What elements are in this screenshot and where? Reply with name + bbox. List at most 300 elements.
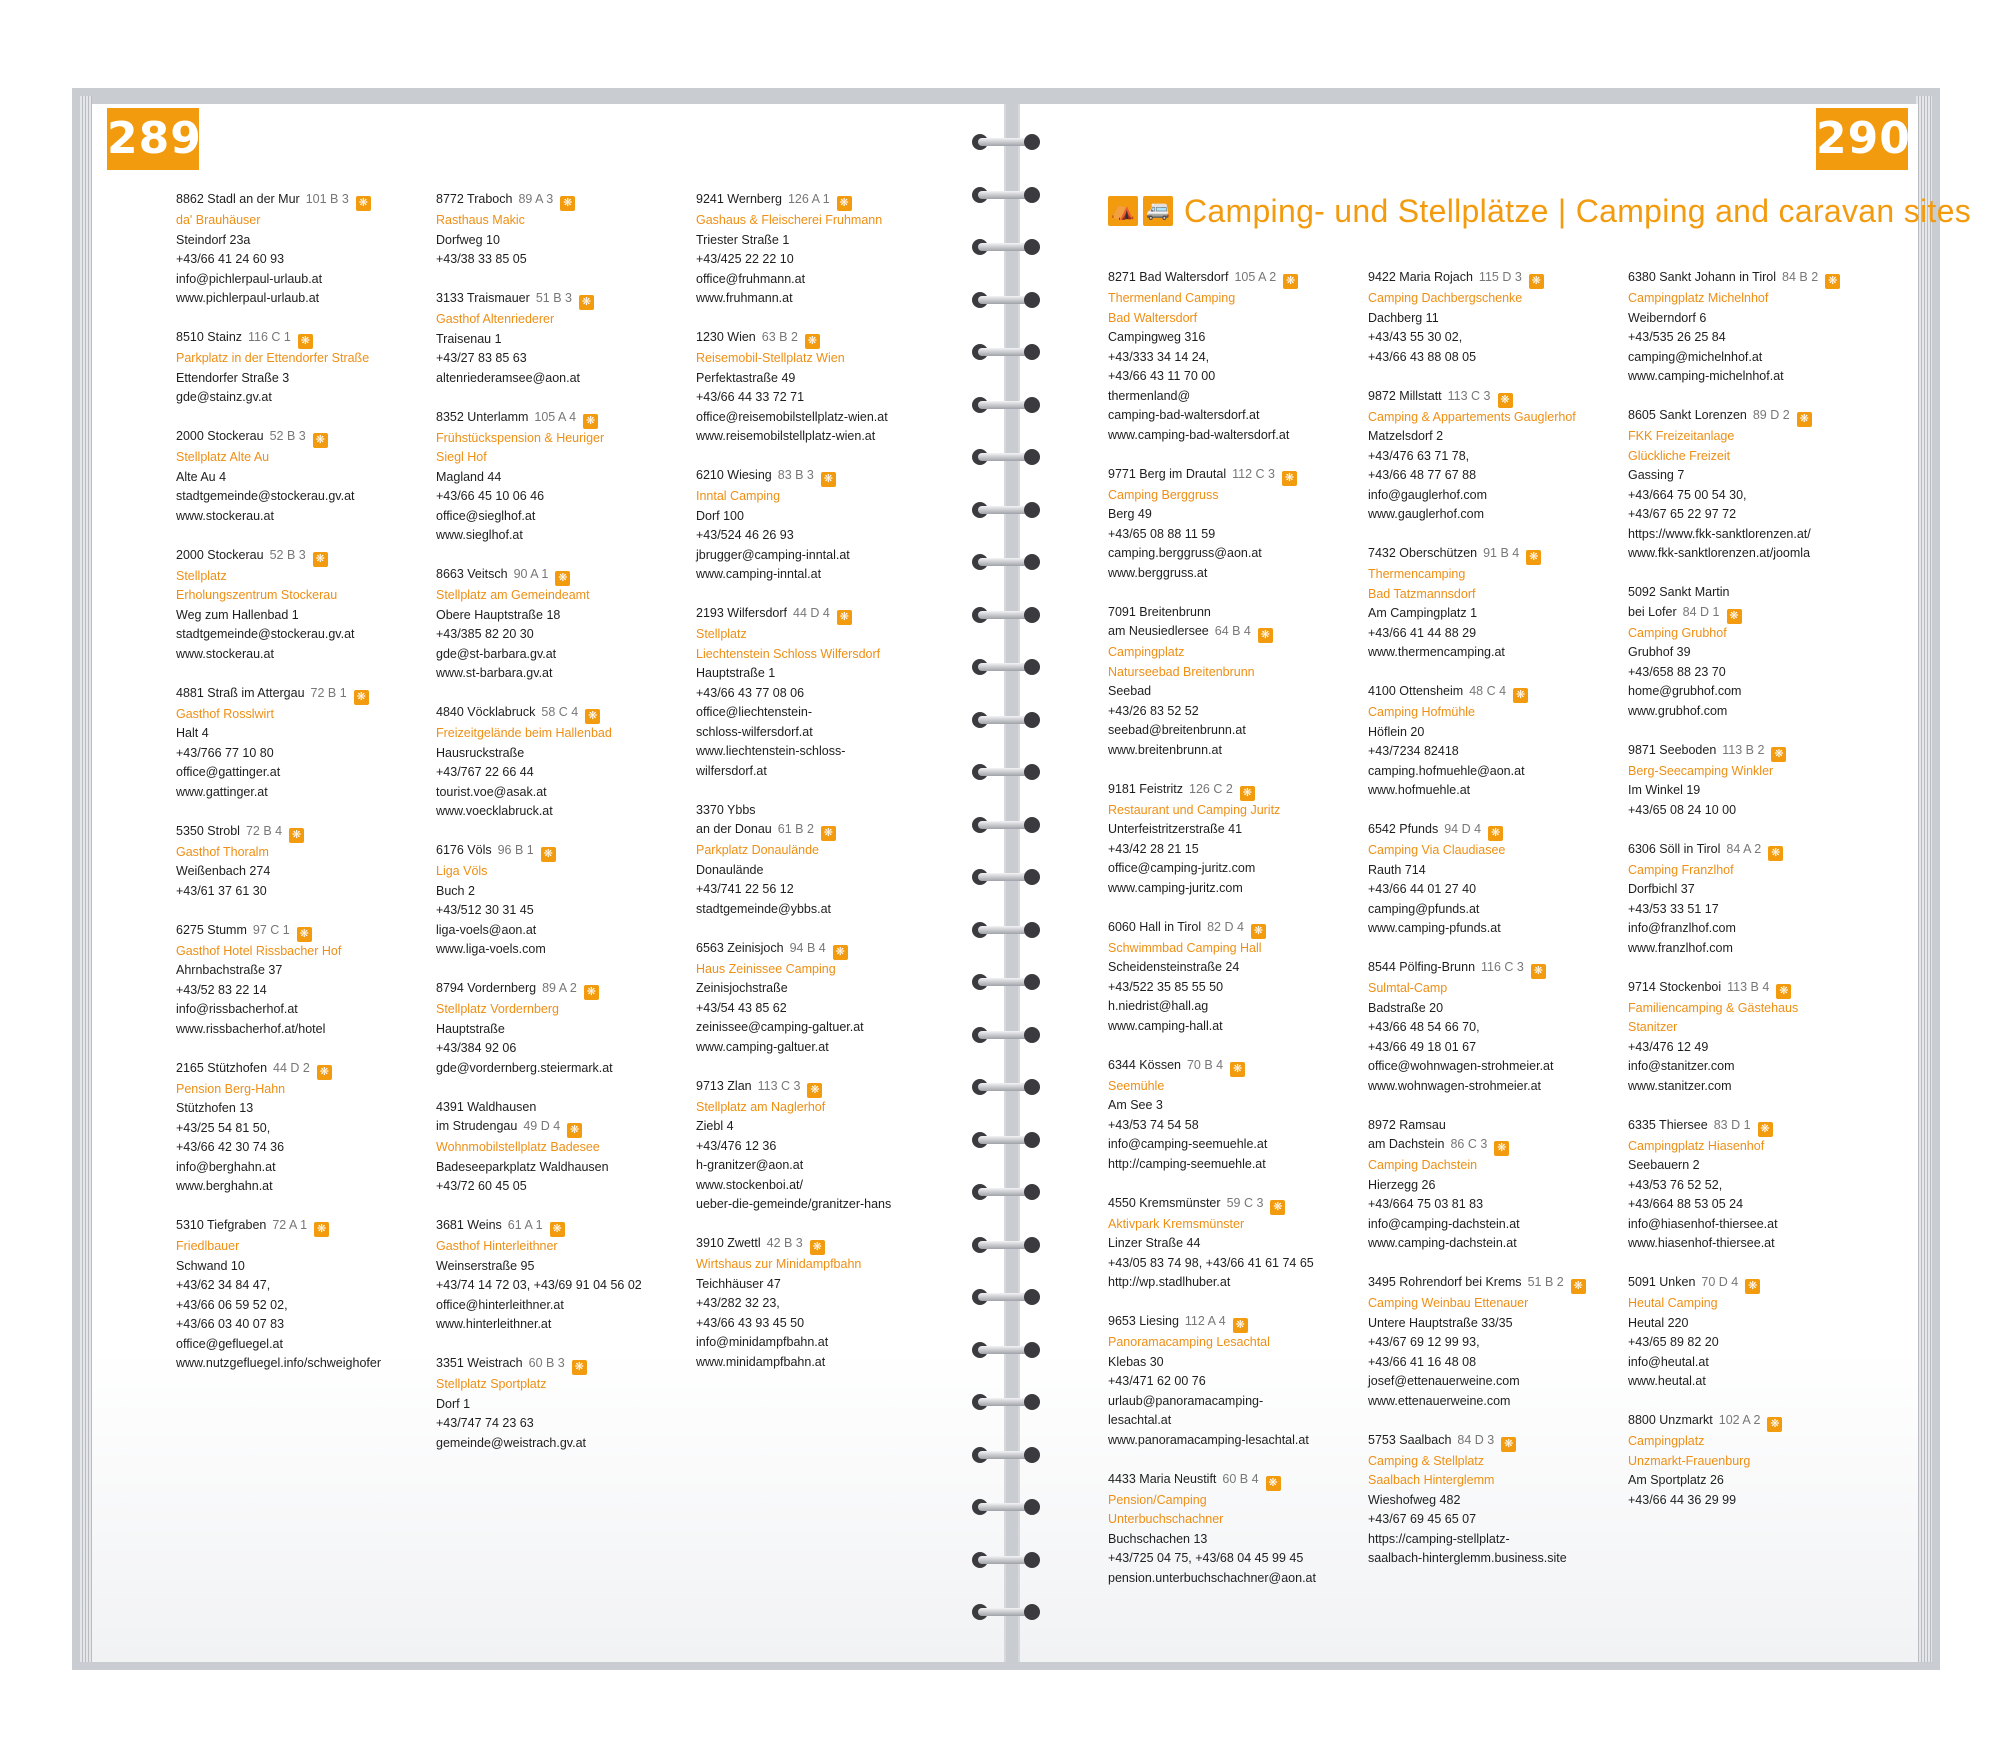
site-symbol-icon: ❋: [585, 709, 600, 724]
detail-line: www.wohnwagen-strohmeier.at: [1368, 1078, 1541, 1093]
detail-line: Magland 44: [436, 469, 502, 484]
detail-line: Ziebl 4: [696, 1119, 734, 1133]
spiral-ring: [966, 445, 1046, 471]
spiral-ring: [966, 1233, 1046, 1259]
detail-line: www.camping-hall.at: [1108, 1018, 1223, 1033]
listing-entry: [176, 328, 426, 408]
location-name: 4433 Maria Neustift: [1108, 1471, 1217, 1486]
detail-line: +43/385 82 20 30: [436, 627, 534, 641]
map-grid-code: 72 B 4: [245, 823, 283, 838]
site-name: Siegl Hof: [436, 450, 487, 464]
map-grid-code: 82 D 4: [1207, 919, 1244, 934]
location-name: 8663 Veitsch: [436, 567, 508, 581]
site-name: Gasthof Thoralm: [176, 844, 269, 859]
location-line: [176, 684, 426, 705]
location-line: [696, 604, 946, 625]
detail-line: office@liechtenstein-: [696, 705, 812, 719]
map-grid-code: 102 A 2: [1718, 1413, 1761, 1427]
site-name: Stellplatz Alte Au: [176, 450, 270, 464]
detail-line: +43/66 06 59 52 02,: [176, 1297, 288, 1312]
location-name: 7432 Oberschützen: [1368, 546, 1478, 560]
detail-line: liga-voels@aon.at: [436, 922, 537, 937]
detail-line: www.camping-inntal.at: [696, 567, 822, 581]
location-line: [1368, 544, 1618, 565]
detail-line: camping@michelnhof.at: [1628, 349, 1763, 364]
map-grid-code: 94 B 4: [789, 940, 826, 955]
site-name: Haus Zeinissee Camping: [696, 961, 836, 976]
detail-line: Im Winkel 19: [1628, 783, 1701, 797]
site-symbol-icon: ❋: [1825, 274, 1840, 289]
site-symbol-icon: ❋: [1768, 846, 1783, 861]
site-symbol-icon: ❋: [1230, 1062, 1245, 1077]
detail-line: www.hiasenhof-thiersee.at: [1628, 1236, 1775, 1250]
site-symbol-icon: ❋: [1266, 1476, 1281, 1491]
location-name: 3351 Weistrach: [436, 1356, 523, 1370]
detail-line: www.camping-galtuer.at: [696, 1039, 829, 1054]
listing-entry: [1368, 682, 1618, 801]
site-symbol-icon: ❋: [555, 571, 570, 586]
detail-line: Heutal 220: [1628, 1315, 1689, 1330]
site-name: Camping Franzlhof: [1628, 862, 1734, 877]
detail-line: camping@pfunds.at: [1368, 901, 1480, 916]
detail-line: Weinserstraße 95: [436, 1258, 535, 1273]
location-name: 9241 Wernberg: [696, 192, 782, 206]
location-name: 9422 Maria Rojach: [1368, 270, 1473, 284]
detail-line: Ettendorfer Straße 3: [176, 370, 290, 385]
detail-line: Stützhofen 13: [176, 1101, 254, 1115]
site-name: Stellplatz am Gemeindeamt: [436, 588, 590, 602]
detail-line: +43/664 75 03 81 83: [1368, 1197, 1484, 1211]
site-symbol-icon: ❋: [1771, 747, 1786, 762]
detail-line: altenriederamsee@aon.at: [436, 370, 581, 385]
location-name: 9653 Liesing: [1108, 1314, 1179, 1328]
map-grid-code: 84 B 2: [1782, 270, 1819, 284]
map-grid-code: 44 D 2: [273, 1060, 310, 1075]
detail-line: +43/767 22 66 44: [436, 765, 534, 779]
site-name: Saalbach Hinterglemm: [1368, 1473, 1495, 1487]
location-line: [1628, 741, 1878, 762]
location-line: [1368, 682, 1618, 703]
detail-line: office@fruhmann.at: [696, 271, 806, 286]
site-symbol-icon: ❋: [1727, 609, 1742, 624]
location-name: 4100 Ottensheim: [1368, 684, 1464, 698]
detail-line: stadtgemeinde@ybbs.at: [696, 901, 831, 916]
map-grid-code: 105 A 4: [534, 409, 577, 424]
tent-icon: ⛺: [1108, 196, 1138, 226]
location-name: 8352 Unterlamm: [436, 409, 529, 424]
detail-line: pension.unterbuchschachner@aon.at: [1108, 1570, 1316, 1585]
detail-line: www.grubhof.com: [1628, 703, 1728, 718]
location-name: 6176 Völs: [436, 843, 492, 857]
detail-line: +43/66 49 18 01 67: [1368, 1039, 1477, 1054]
site-name: Camping Hofmühle: [1368, 705, 1475, 719]
location-name: 6210 Wiesing: [696, 468, 772, 482]
site-name: Gashaus & Fleischerei Fruhmann: [696, 213, 883, 227]
site-symbol-icon: ❋: [821, 472, 836, 487]
detail-line: +43/476 63 71 78,: [1368, 448, 1470, 463]
detail-line: +43/66 41 44 88 29: [1368, 625, 1477, 640]
listing-entry: [436, 841, 686, 960]
listing-entry: [1628, 1116, 1878, 1254]
map-grid-code: 60 B 4: [1222, 1471, 1259, 1486]
location-name: 3910 Zwettl: [696, 1236, 761, 1250]
map-grid-code: 113 B 4: [1727, 979, 1770, 994]
detail-line: +43/66 43 88 08 05: [1368, 349, 1477, 364]
site-symbol-icon: ❋: [1758, 1122, 1773, 1137]
listing-entry: [1368, 1431, 1618, 1569]
detail-line: www.heutal.at: [1628, 1374, 1706, 1388]
detail-line: Donaulände: [696, 862, 764, 877]
detail-line: +43/66 41 16 48 08: [1368, 1354, 1477, 1369]
listing-column-r1: [1108, 268, 1358, 1608]
map-grid-code: 113 C 3: [757, 1078, 801, 1093]
map-grid-code: 64 B 4: [1214, 624, 1251, 638]
detail-line: Untere Hauptstraße 33/35: [1368, 1315, 1513, 1330]
location-name: 9872 Millstatt: [1368, 388, 1442, 403]
detail-line: www.franzlhof.com: [1628, 940, 1733, 955]
detail-line: seebad@breitenbrunn.at: [1108, 723, 1246, 737]
detail-line: h.niedrist@hall.ag: [1108, 999, 1209, 1013]
site-name: Naturseebad Breitenbrunn: [1108, 664, 1255, 679]
location-line: [436, 289, 686, 310]
detail-line: +43/05 83 74 98, +43/66 41 61 74 65: [1108, 1255, 1314, 1270]
section-title: [1108, 186, 1971, 236]
location-line: [176, 1216, 426, 1237]
detail-line: http://wp.stadlhuber.at: [1108, 1275, 1231, 1289]
detail-line: Dorf 100: [696, 508, 744, 523]
spiral-ring: [966, 1285, 1046, 1311]
location-line: [1628, 603, 1878, 624]
location-line: [1108, 1470, 1358, 1491]
detail-line: +43/66 48 77 67 88: [1368, 468, 1477, 482]
site-name: Erholungszentrum Stockerau: [176, 588, 338, 602]
location-line: [176, 328, 426, 349]
detail-line: urlaub@panoramacamping-: [1108, 1393, 1264, 1408]
map-grid-code: 42 B 3: [766, 1236, 803, 1250]
detail-line: www.fruhmann.at: [696, 291, 793, 305]
map-grid-code: 126 C 2: [1189, 781, 1233, 796]
location-name: 9181 Feistritz: [1108, 781, 1184, 796]
detail-line: +43/66 42 30 74 36: [176, 1140, 285, 1154]
detail-line: Gassing 7: [1628, 468, 1685, 482]
detail-line: www.thermencamping.at: [1368, 645, 1505, 659]
location-name: 8544 Pölfing-Brunn: [1368, 960, 1476, 974]
site-name: Campingplatz: [1628, 1434, 1705, 1448]
listing-entry: [176, 1059, 426, 1197]
site-symbol-icon: ❋: [289, 828, 304, 843]
detail-line: Badstraße 20: [1368, 1000, 1444, 1015]
detail-line: www.fkk-sanktlorenzen.at/joomla: [1628, 546, 1811, 560]
site-name: Sulmtal-Camp: [1368, 981, 1448, 995]
listing-entry: [436, 1354, 686, 1453]
detail-line: Buchschachen 13: [1108, 1531, 1208, 1546]
location-line: [1368, 1116, 1618, 1136]
location-line: [436, 1216, 686, 1237]
listing-entry: [1368, 544, 1618, 663]
site-name: Stellplatz: [696, 627, 747, 641]
listing-entry: [696, 1234, 946, 1372]
detail-line: www.camping-michelnhof.at: [1628, 369, 1784, 383]
spiral-ring: [966, 1023, 1046, 1049]
map-grid-code: 94 D 4: [1444, 822, 1482, 836]
section-title-text: Camping- und Stellplätze | Camping and caravan sites: [1184, 192, 1971, 229]
location-line: [1108, 1194, 1358, 1215]
location-line: [696, 820, 946, 841]
detail-line: +43/741 22 56 12: [696, 882, 794, 896]
detail-line: office@camping-juritz.com: [1108, 861, 1256, 875]
site-name: Freizeitgelände beim Hallenbad: [436, 726, 612, 740]
site-name: Seemühle: [1108, 1078, 1165, 1093]
location-line: [176, 427, 426, 448]
spiral-ring: [966, 655, 1046, 681]
detail-line: +43/43 55 30 02,: [1368, 330, 1463, 344]
map-grid-code: 105 A 2: [1234, 270, 1277, 284]
detail-line: +43/66 03 40 07 83: [176, 1317, 285, 1331]
location-line: [1368, 1135, 1618, 1156]
spiral-ring: [966, 1338, 1046, 1364]
detail-line: Dachberg 11: [1368, 310, 1439, 325]
site-name: Stanitzer: [1628, 1020, 1678, 1034]
site-symbol-icon: ❋: [810, 1240, 825, 1255]
listing-entry: [176, 822, 426, 902]
site-symbol-icon: ❋: [313, 433, 328, 448]
listing-entry: [1368, 820, 1618, 939]
detail-line: +43/522 35 85 55 50: [1108, 979, 1224, 994]
listing-entry: [1108, 603, 1358, 761]
detail-line: +43/65 08 24 10 00: [1628, 802, 1737, 817]
detail-line: Perfektastraße 49: [696, 370, 796, 385]
location-name: 6344 Kössen: [1108, 1057, 1181, 1072]
location-line: [1368, 1431, 1618, 1452]
map-grid-code: 61 A 1: [507, 1218, 543, 1232]
detail-line: stadtgemeinde@stockerau.gv.at: [176, 627, 355, 641]
spiral-ring: [966, 1600, 1046, 1626]
detail-line: Alte Au 4: [176, 469, 227, 484]
map-grid-code: 89 A 3: [518, 192, 554, 206]
site-symbol-icon: ❋: [1797, 412, 1812, 427]
location-name: 6380 Sankt Johann in Tirol: [1628, 270, 1777, 284]
location-name: 9871 Seeboden: [1628, 742, 1717, 757]
detail-line: +43/535 26 25 84: [1628, 330, 1726, 344]
location-line: [436, 408, 686, 429]
site-symbol-icon: ❋: [583, 414, 598, 429]
site-name: Camping Via Claudiasee: [1368, 843, 1506, 857]
listing-entry: [1368, 958, 1618, 1096]
site-name: Gasthof Altenriederer: [436, 312, 555, 326]
listing-entry: [1628, 406, 1878, 564]
detail-line: https://camping-stellplatz-: [1368, 1531, 1510, 1546]
detail-line: +43/664 75 00 54 30,: [1628, 487, 1747, 502]
site-name: Camping Grubhof: [1628, 625, 1727, 640]
detail-line: office@gefluegel.at: [176, 1336, 283, 1351]
site-name: FKK Freizeitanlage: [1628, 429, 1735, 443]
detail-line: +43/725 04 75, +43/68 04 45 99 45: [1108, 1551, 1304, 1565]
site-name: Unterbuchschachner: [1108, 1512, 1224, 1526]
spiral-ring: [966, 550, 1046, 576]
site-name: Camping & Stellplatz: [1368, 1453, 1485, 1468]
site-name: Pension Berg-Hahn: [176, 1081, 286, 1096]
detail-line: www.berggruss.at: [1108, 565, 1208, 580]
detail-line: +43/658 88 23 70: [1628, 664, 1726, 679]
site-name: Friedlbauer: [176, 1239, 240, 1253]
location-name: 2000 Stockerau: [176, 429, 264, 443]
detail-line: Scheidensteinstraße 24: [1108, 960, 1240, 974]
site-name: Stellplatz am Naglerhof: [696, 1099, 826, 1114]
detail-line: www.gauglerhof.com: [1368, 507, 1485, 521]
site-name: Campingplatz: [1108, 645, 1185, 659]
site-name: Stellplatz: [176, 568, 227, 583]
listing-entry: [1628, 268, 1878, 387]
map-grid-code: 112 A 4: [1184, 1314, 1226, 1328]
site-symbol-icon: ❋: [1745, 1279, 1760, 1294]
detail-line: info@berghahn.at: [176, 1159, 276, 1174]
detail-line: Dorfweg 10: [436, 232, 500, 247]
site-symbol-icon: ❋: [821, 826, 836, 841]
location-name: 9771 Berg im Drautal: [1108, 466, 1227, 481]
listing-entry: [1368, 1273, 1618, 1411]
detail-line: www.reisemobilstellplatz-wien.at: [696, 429, 876, 443]
detail-line: +43/52 83 22 14: [176, 982, 267, 997]
listing-entry: [176, 1216, 426, 1374]
listing-entry: [436, 565, 686, 684]
detail-line: Weißenbach 274: [176, 864, 271, 878]
spiral-ring: [966, 1128, 1046, 1154]
listing-entry: [1368, 1116, 1618, 1254]
detail-line: www.stockenboi.at/: [696, 1177, 803, 1192]
map-grid-code: 51 B 2: [1527, 1275, 1564, 1289]
map-grid-code: 59 C 3: [1226, 1195, 1264, 1210]
site-symbol-icon: ❋: [1498, 393, 1513, 408]
detail-line: info@heutal.at: [1628, 1354, 1709, 1369]
detail-line: Halt 4: [176, 726, 209, 740]
location-line: [176, 1059, 426, 1080]
map-grid-code: 83 D 1: [1713, 1117, 1751, 1132]
detail-line: +43/72 60 45 05: [436, 1179, 527, 1193]
map-grid-code: 52 B 3: [269, 429, 306, 443]
location-line: [1368, 387, 1618, 408]
map-grid-code: 63 B 2: [761, 330, 798, 344]
map-grid-code: 115 D 3: [1478, 270, 1522, 284]
map-grid-code: 61 B 2: [777, 822, 814, 836]
listing-entry: [696, 939, 946, 1058]
location-line: [1368, 268, 1618, 289]
map-grid-code: 48 C 4: [1469, 684, 1507, 698]
site-name: Gasthof Hotel Rissbacher Hof: [176, 943, 342, 958]
detail-line: Traisenau 1: [436, 331, 502, 346]
site-symbol-icon: ❋: [579, 295, 594, 310]
detail-line: +43/66 45 10 06 46: [436, 489, 545, 503]
site-symbol-icon: ❋: [1526, 550, 1541, 565]
detail-line: office@reisemobilstellplatz-wien.at: [696, 409, 888, 424]
detail-line: Berg 49: [1108, 507, 1152, 521]
site-name: Glückliche Freizeit: [1628, 448, 1731, 463]
detail-line: +43/66 44 33 72 71: [696, 390, 805, 404]
location-line: [1628, 406, 1878, 427]
listing-entry: [696, 466, 946, 585]
detail-line: www.nutzgefluegel.info/schweighofer: [176, 1356, 381, 1370]
listing-entry: [696, 1077, 946, 1215]
listing-column-l3: [696, 190, 946, 1392]
map-grid-code: 70 B 4: [1186, 1057, 1224, 1072]
site-symbol-icon: ❋: [833, 945, 848, 960]
detail-line: +43/42 28 21 15: [1108, 841, 1199, 856]
detail-line: +43/62 34 84 47,: [176, 1278, 271, 1292]
site-name: Thermencamping: [1368, 567, 1466, 581]
detail-line: +43/664 88 53 05 24: [1628, 1197, 1744, 1211]
listing-entry: [176, 921, 426, 1040]
spiral-ring: [966, 970, 1046, 996]
location-name: 6542 Pfunds: [1368, 822, 1439, 836]
detail-line: gde@st-barbara.gv.at: [436, 646, 557, 661]
detail-line: Am Campingplatz 1: [1368, 606, 1478, 620]
spiral-binding: [966, 130, 1046, 1650]
detail-line: +43/67 69 12 99 93,: [1368, 1335, 1480, 1349]
location-line: [1628, 268, 1878, 289]
location-name: 5091 Unken: [1628, 1275, 1696, 1289]
site-symbol-icon: ❋: [1251, 924, 1266, 939]
location-line: [696, 1077, 946, 1098]
site-name: Camping Weinbau Ettenauer: [1368, 1296, 1529, 1310]
site-name: Campingplatz Hiasenhof: [1628, 1138, 1765, 1153]
detail-line: Triester Straße 1: [696, 232, 790, 247]
detail-line: +43/53 74 54 58: [1108, 1117, 1199, 1132]
listing-column-l1: [176, 190, 426, 1393]
detail-line: info@pichlerpaul-urlaub.at: [176, 271, 323, 286]
detail-line: www.hinterleithner.at: [436, 1317, 552, 1331]
listing-entry: [1108, 1056, 1358, 1175]
site-symbol-icon: ❋: [1776, 984, 1791, 999]
detail-line: Schwand 10: [176, 1258, 245, 1273]
site-name: Camping Dachbergschenke: [1368, 291, 1523, 305]
site-name: Liechtenstein Schloss Wilfersdorf: [696, 646, 881, 661]
detail-line: Rauth 714: [1368, 862, 1426, 877]
detail-line: +43/66 43 11 70 00: [1108, 369, 1216, 383]
site-name: Wohnmobilstellplatz Badesee: [436, 1140, 600, 1154]
listing-column-r3: [1628, 268, 1878, 1530]
detail-line: info@hiasenhof-thiersee.at: [1628, 1216, 1778, 1231]
detail-line: Zeinisjochstraße: [696, 981, 788, 995]
site-symbol-icon: ❋: [1488, 826, 1503, 841]
location-name-cont: an der Donau: [696, 822, 772, 836]
detail-line: +43/66 41 24 60 93: [176, 252, 285, 266]
listing-column-r2: [1368, 268, 1618, 1588]
detail-line: Ahrnbachstraße 37: [176, 963, 283, 977]
detail-line: info@camping-seemuehle.at: [1108, 1137, 1268, 1151]
detail-line: Obere Hauptstraße 18: [436, 607, 561, 622]
map-grid-code: 84 D 1: [1682, 604, 1720, 619]
location-name: 9714 Stockenboi: [1628, 979, 1722, 994]
map-grid-code: 51 B 3: [535, 291, 572, 305]
site-symbol-icon: ❋: [1233, 1318, 1248, 1333]
location-line: [1368, 958, 1618, 979]
listing-entry: [1628, 840, 1878, 959]
detail-line: Teichhäuser 47: [696, 1276, 781, 1291]
site-name: Reisemobil-Stellplatz Wien: [696, 351, 845, 365]
spiral-ring: [966, 393, 1046, 419]
site-symbol-icon: ❋: [1767, 1417, 1782, 1432]
map-grid-code: 89 A 2: [542, 981, 577, 995]
site-symbol-icon: ❋: [297, 927, 312, 942]
site-name: Bad Tatzmannsdorf: [1368, 586, 1476, 601]
map-grid-code: 60 B 3: [528, 1356, 565, 1370]
spiral-ring: [966, 760, 1046, 786]
site-symbol-icon: ❋: [1494, 1141, 1509, 1156]
listing-entry: [1628, 1411, 1878, 1510]
map-grid-code: 70 D 4: [1701, 1275, 1739, 1289]
detail-line: +43/54 43 85 62: [696, 1000, 787, 1015]
map-grid-code: 44 D 4: [793, 606, 830, 620]
location-line: [696, 466, 946, 487]
